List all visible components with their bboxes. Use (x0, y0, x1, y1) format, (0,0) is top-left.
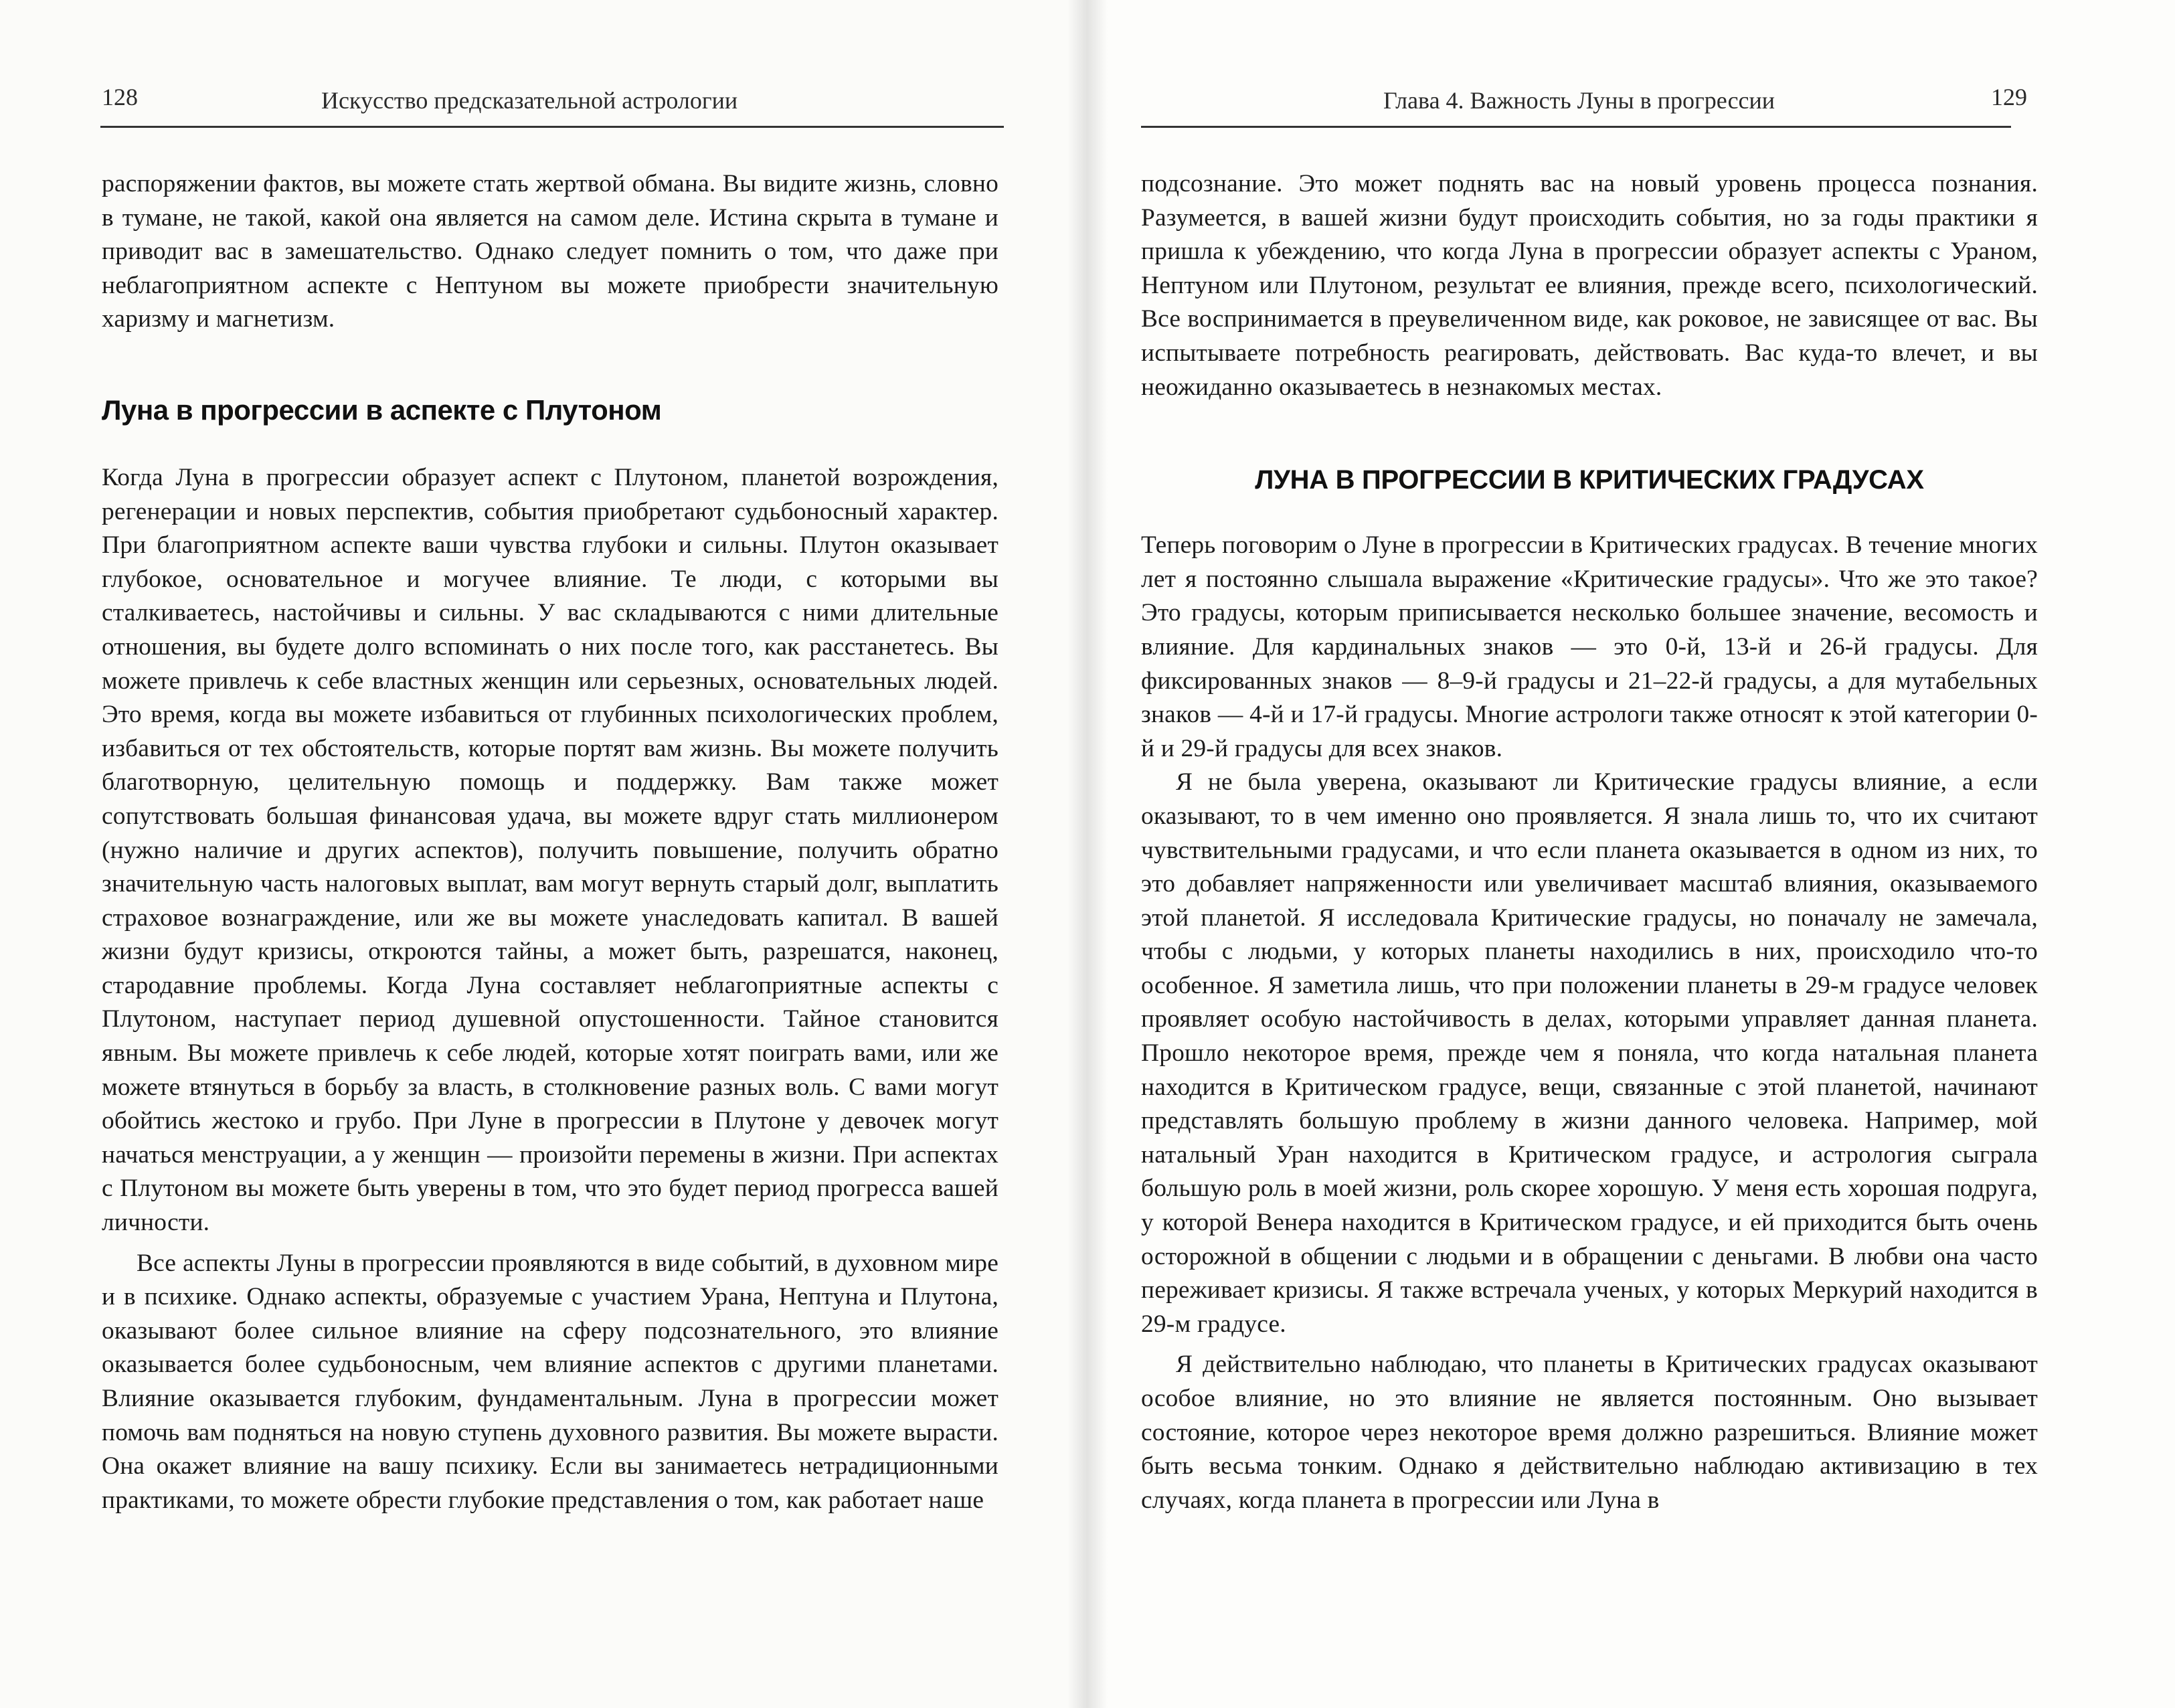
book-gutter (1067, 0, 1108, 1708)
running-head: Глава 4. Важность Луны в прогрессии (1383, 87, 1775, 114)
text-column (1141, 167, 2038, 1517)
running-head: Искусство предсказательной астрологии (321, 87, 738, 114)
page-number: 129 (1991, 84, 2027, 110)
header-rule (100, 126, 1004, 128)
body-paragraph: подсознание. Это может поднять вас на новый уровень процесса познания. Разумеется, в вашей жизни будут происходить события, но за годы практики я пришла к убеждению, что когда Луна в прогрессии образует аспекты с Ураном, Нептуном или Плутоном, результат ее влияния, прежде всего, психологический. Все воспринимается в преувеличенном виде, как роковое, не зависящее от вас. Вы испытываете потребность реагировать, действовать. Вас куда-то влечет, и вы неожиданно оказываетесь в незнакомых местах. (1141, 170, 2038, 401)
body-paragraph: Я не была уверена, оказывают ли Критические градусы влияние, а если оказывают, то в чем именно оно проявляется. Я знала лишь то, что их считают чувствительными градусами, и что если планета оказывается в одном из них, то это добавляет напряженности или увеличивает масштаб влияния, оказываемого этой планетой. Я исследовала Критические градусы, но поначалу не замечала, чтобы с людьми, у которых планеты находились в них, происходило что-то особенное. Я заметила лишь, что при положении планеты в 29-м градусе человек проявляет особую настойчивость в делах, которыми управляет данная планета. Прошло некоторое время, прежде чем я поняла, что когда натальная планета находится в Критическом градусе, вещи, связанные с этой планетой, начинают представлять большую проблему в жизни данного человека. Например, мой натальный Уран находится в Критическом градусе, и астрология сыграла большую роль в моей жизни, роль скорее хорошую. У меня есть хорошая подруга, у которой Венера находится в Критическом градусе, и ей приходится быть очень осторожной в общении с людьми и в обращении с деньгами. В любви она часто переживает кризисы. Я также встречала ученых, у которых Меркурий находится в 29-м градусе. (1141, 768, 2038, 1338)
page-number: 128 (102, 84, 138, 110)
body-paragraph: Когда Луна в прогрессии образует аспект с Плутоном, планетой возрождения, регенерации и новых перспектив, события приобретают судьбоносный характер. При благоприятном аспекте ваши чувства глубоки и сильны. Плутон оказывает глубокое, основательное и могучее влияние. Те люди, с которыми вы сталкиваетесь, настойчивы и сильны. У вас складываются с ними длительные отношения, вы будете долго вспоминать о них после того, как расстанетесь. Вы можете привлечь к себе властных женщин или серьезных, основательных людей. Это время, когда вы можете избавиться от глубинных психологических проблем, избавиться от тех обстоятельств, которые портят вам жизнь. Вы можете получить благотворную, целительную помощь и поддержку. Вам также может сопутствовать большая финансовая удача, вы можете вдруг стать миллионером (нужно наличие и других аспектов), получить повышение, получить обратно значительную часть налоговых выплат, вам могут вернуть старый долг, выплатить страховое вознаграждение, или же вы можете унаследовать капитал. В вашей жизни будут кризисы, откроются тайны, а может быть, разрешатся, наконец, стародавние проблемы. Когда Луна составляет неблагоприятные аспекты с Плутоном, наступает период душевной опустошенности. Тайное становится явным. Вы можете привлечь к себе людей, которые хотят поиграть вами, или же можете втянуться в борьбу за власть, в столкновение разных воль. С вами могут обойтись жестоко и грубо. При Луне в прогрессии в Плутоне у девочек могут начаться менструации, а у женщин — произойти перемены в жизни. При аспектах с Плутоном вы можете быть уверены в том, что это будет период прогресса вашей личности. (102, 463, 998, 1237)
text-column (102, 167, 998, 1517)
section-heading: Луна в прогрессии в аспекте с Плутоном (102, 394, 662, 426)
body-paragraph: Теперь поговорим о Луне в прогрессии в Критических градусах. В течение многих лет я постоянно слышала выражение «Критические градусы». Что же это такое? Это градусы, которым приписывается несколько большее значение, весомость и влияние. Для кардинальных знаков — это 0-й, 13-й и 26-й градусы. Для фиксированных знаков — 8–9-й градусы и 21–22-й градусы, а для мутабельных знаков — 4-й и 17-й градусы. Многие астрологи также относят к этой категории 0-й и 29-й градусы для всех знаков. (1141, 531, 2038, 762)
section-heading: ЛУНА В ПРОГРЕССИИ В КРИТИЧЕСКИХ ГРАДУСАХ (1255, 465, 1924, 495)
body-paragraph: распоряжении фактов, вы можете стать жертвой обмана. Вы видите жизнь, словно в тумане, не такой, какой она является на самом деле. Истина скрыта в тумане и приводит вас в замешательство. Однако следует помнить о том, что даже при неблагоприятном аспекте с Нептуном вы можете приобрести значительную харизму и магнетизм. (102, 170, 998, 333)
body-paragraph: Я действительно наблюдаю, что планеты в Критических градусах оказывают особое влияние, но это влияние не является постоянным. Оно вызывает состояние, которое через некоторое время должно разрешиться. Влияние может быть весьма тонким. Однако я действительно наблюдаю активизацию в тех случаях, когда планета в прогрессии или Луна в (1141, 1351, 2038, 1514)
header-rule (1141, 126, 2011, 128)
body-paragraph: Все аспекты Луны в прогрессии проявляются в виде событий, в духовном мире и в психике. Однако аспекты, образуемые с участием Урана, Нептуна и Плутона, оказывают более сильное влияние на сферу подсознательного, это влияние оказывается более судьбоносным, чем влияние аспектов с другими планетами. Влияние оказывается глубоким, фундаментальным. Луна в прогрессии может помочь вам подняться на новую ступень духовного развития. Вы можете вырасти. Она окажет влияние на вашу психику. Если вы занимаетесь нетрадиционными практиками, то можете обрести глубокие представления о том, как работает наше (102, 1249, 998, 1514)
